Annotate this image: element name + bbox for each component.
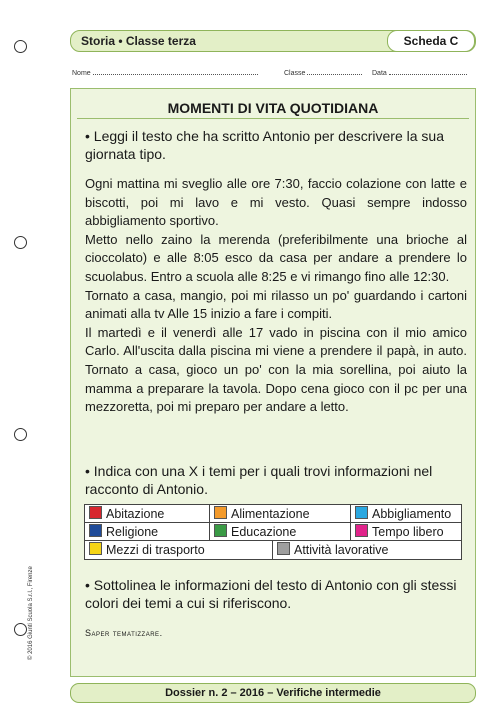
instruction-read: • Leggi il testo che ha scritto Antonio per descrivere la sua giornata tipo. bbox=[85, 128, 444, 162]
binder-hole bbox=[14, 40, 27, 53]
theme-abbigliamento[interactable]: Abbigliamento bbox=[351, 505, 461, 523]
subject-label: Storia • Classe terza bbox=[81, 34, 196, 48]
color-swatch bbox=[355, 506, 368, 519]
binder-hole bbox=[14, 428, 27, 441]
themes-table bbox=[84, 504, 462, 560]
theme-alimentazione[interactable]: Alimentazione bbox=[210, 505, 351, 523]
skill-note: Saper tematizzare. bbox=[85, 628, 163, 638]
binder-hole bbox=[14, 236, 27, 249]
sheet-label: Scheda C bbox=[387, 30, 475, 52]
exercise-panel bbox=[70, 88, 476, 677]
name-field[interactable]: Nome bbox=[72, 68, 258, 77]
color-swatch bbox=[355, 524, 368, 537]
story-text bbox=[85, 175, 467, 417]
story-paragraph: Tornato a casa, mangio, poi mi rilasso un po' guardando i cartoni animati alla tv Alle 15 inizio a fare i compiti. bbox=[85, 287, 467, 322]
story-paragraph: Ogni mattina mi sveglio alle ore 7:30, faccio colazione con latte e biscotti, poi mi lavo e mi vesto. Quasi sempre indosso abbigliamento sportivo. bbox=[85, 176, 467, 229]
instruction-underline: • Sottolinea le informazioni del testo di Antonio con gli stessi colori dei temi a cui si riferiscono. bbox=[85, 577, 457, 611]
divider bbox=[77, 118, 469, 119]
theme-abitazione[interactable]: Abitazione bbox=[85, 505, 210, 523]
theme-religione[interactable]: Religione bbox=[85, 523, 210, 541]
theme-mezzi-di-trasporto[interactable]: Mezzi di trasporto bbox=[85, 541, 273, 559]
instruction-themes: • Indica con una X i temi per i quali trovi informazioni nel racconto di Antonio. bbox=[85, 463, 433, 497]
theme-tempo-libero[interactable]: Tempo libero bbox=[351, 523, 461, 541]
color-swatch bbox=[89, 524, 102, 537]
copyright-text: © 2016 Giunti Scuola S.r.l., Firenze bbox=[28, 566, 34, 660]
color-swatch bbox=[89, 542, 102, 555]
page-title: MOMENTI DI VITA QUOTIDIANA bbox=[167, 100, 379, 116]
theme-educazione[interactable]: Educazione bbox=[210, 523, 351, 541]
color-swatch bbox=[214, 506, 227, 519]
color-swatch bbox=[277, 542, 290, 555]
class-field[interactable]: Classe bbox=[284, 68, 362, 77]
story-paragraph: Il martedì e il venerdì alle 17 vado in piscina con il mio amico Carlo. All'uscita dalla piscina mi viene a prendere il papà, in auto. Tornato a casa, gioco un po' con la mia sorellina, poi aiuto la mamma a preparare la tavola. Dopo cena gioco con il pc per una mezzoretta, poi mi preparo per andare a letto. bbox=[85, 324, 467, 415]
story-paragraph: Metto nello zaino la merenda (preferibilmente una brioche al cioccolato) e alle 8:05 esco da casa per andare a prendere lo scuolabus. Entro a scuola alle 8:25 e vi rimango fino alle 12:30. bbox=[85, 231, 467, 284]
date-field[interactable]: Data bbox=[372, 68, 467, 77]
theme-attivita-lavorative[interactable]: Attività lavorative bbox=[273, 541, 461, 559]
header-bar bbox=[70, 30, 476, 52]
footer-bar: Dossier n. 2 – 2016 – Verifiche intermedie bbox=[70, 683, 476, 703]
binder-hole bbox=[14, 623, 27, 636]
color-swatch bbox=[89, 506, 102, 519]
color-swatch bbox=[214, 524, 227, 537]
